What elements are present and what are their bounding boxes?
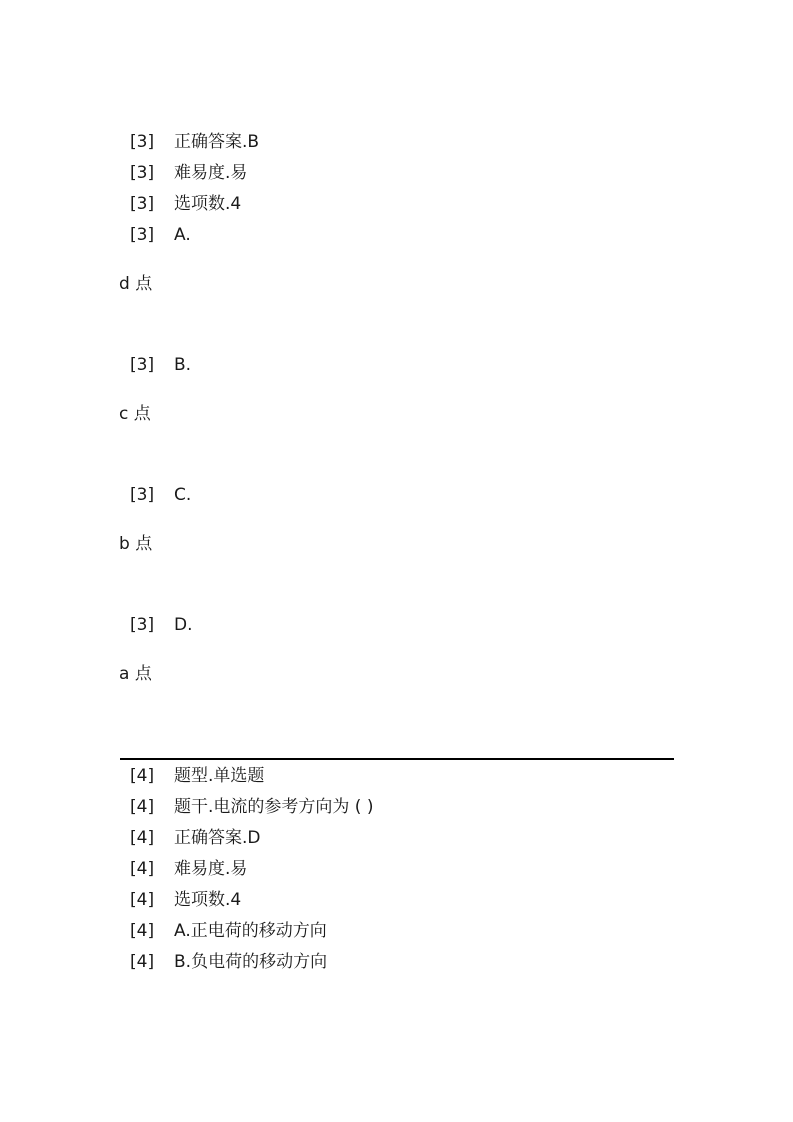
question-number: [3] [130, 225, 155, 245]
option-label: B. [174, 355, 192, 375]
option-text: B.负电荷的移动方向 [174, 952, 328, 972]
question-number: [3] [130, 485, 155, 505]
option-text: A.正电荷的移动方向 [174, 921, 327, 941]
difficulty-text: 难易度.易 [174, 859, 248, 879]
option-count-text: 选项数.4 [174, 194, 242, 214]
option-c-text: b 点 [119, 534, 153, 554]
correct-answer-text: 正确答案.B [174, 132, 260, 152]
section-divider [120, 758, 674, 760]
option-label: A. [174, 225, 191, 245]
question-number: [3] [130, 194, 155, 214]
option-d-text: a 点 [119, 664, 152, 684]
option-a-text: d 点 [119, 274, 153, 294]
question-number: [4] [130, 952, 155, 972]
question-number: [4] [130, 890, 155, 910]
question-number: [4] [130, 921, 155, 941]
option-b-text: c 点 [119, 404, 151, 424]
question-number: [3] [130, 355, 155, 375]
question-number: [4] [130, 797, 155, 817]
option-count-text: 选项数.4 [174, 890, 242, 910]
question-number: [4] [130, 859, 155, 879]
question-number: [3] [130, 615, 155, 635]
option-label: C. [174, 485, 192, 505]
question-number: [4] [130, 766, 155, 786]
question-type-text: 题型.单选题 [174, 766, 265, 786]
option-label: D. [174, 615, 193, 635]
question-number: [3] [130, 132, 155, 152]
question-number: [4] [130, 828, 155, 848]
difficulty-text: 难易度.易 [174, 163, 248, 183]
correct-answer-text: 正确答案.D [174, 828, 261, 848]
question-number: [3] [130, 163, 155, 183]
question-stem-text: 题干.电流的参考方向为 ( ) [174, 797, 374, 817]
